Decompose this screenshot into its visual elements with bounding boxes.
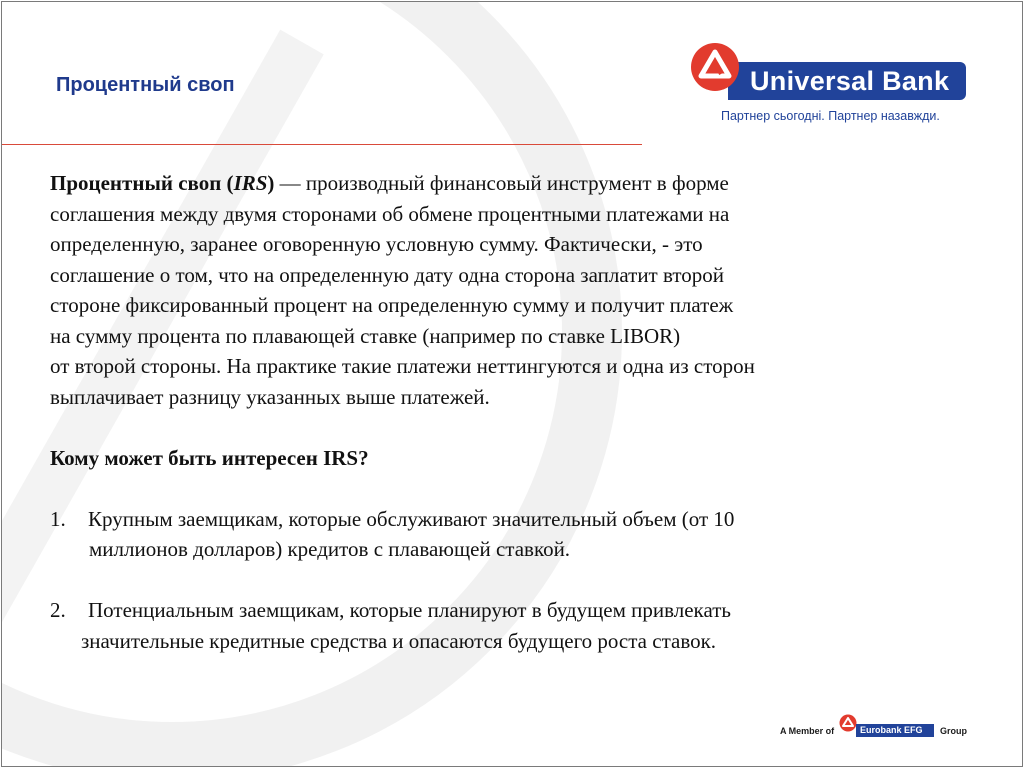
definition-line: выплачивает разницу указанных выше платежей.: [50, 384, 490, 409]
bank-name: Universal Bank: [750, 66, 950, 96]
footer-membership: [780, 714, 980, 744]
definition-line: соглашения между двумя сторонами об обмене процентными платежами на: [50, 201, 730, 226]
footer-brand: Eurobank EFG: [860, 725, 923, 735]
universal-bank-logo: [690, 42, 980, 132]
question-heading: Кому может быть интересен IRS?: [50, 445, 369, 470]
footer-suffix: Group: [940, 726, 967, 736]
definition-abbr: IRS: [233, 171, 268, 195]
list-item: [50, 595, 930, 626]
eurobank-emblem-icon: [839, 714, 857, 732]
slide-body: [50, 168, 930, 656]
list-text: Крупным заемщикам, которые обслуживают значительный объем (от 10: [88, 506, 735, 531]
definition-term: Процентный своп (: [50, 171, 234, 195]
footer-prefix: A Member of: [780, 726, 835, 736]
spacer: [50, 412, 930, 443]
definition-line: определенную, заранее оговоренную условную сумму. Фактически, - это: [50, 232, 703, 256]
definition-line: [50, 168, 930, 199]
list-number: 2.: [50, 598, 66, 622]
spacer: [50, 565, 930, 596]
slide: [1, 1, 1023, 767]
definition-line: от второй стороны. На практике такие платежи неттингуются и одна из сторон: [50, 354, 755, 378]
list-item-continuation: значительные кредитные средства и опасаются будущего роста ставок.: [81, 628, 717, 653]
title-divider: [2, 144, 642, 145]
bank-emblem-icon: [690, 42, 740, 92]
list-item: [50, 504, 930, 535]
definition-line: соглашение о том, что на определенную дату одна сторона заплатит второй: [50, 262, 725, 287]
page-title: Процентный своп: [56, 74, 235, 96]
list-number: 1.: [50, 506, 66, 531]
spacer: [50, 473, 930, 504]
definition-line: стороне фиксированный процент на определенную сумму и получит платеж: [50, 293, 734, 317]
definition-line: на сумму процента по плавающей ставке (например по ставке LIBOR): [50, 323, 681, 348]
definition-term-close: ): [267, 171, 275, 195]
list-item-continuation: миллионов долларов) кредитов с плавающей ставкой.: [89, 537, 571, 561]
bank-slogan: Партнер сьогодні. Партнер назавжди.: [721, 109, 940, 123]
list-text: Потенциальным заемщикам, которые планируют в будущем привлекать: [88, 598, 731, 622]
definition-lead: — производный финансовый инструмент в форме: [274, 171, 729, 195]
